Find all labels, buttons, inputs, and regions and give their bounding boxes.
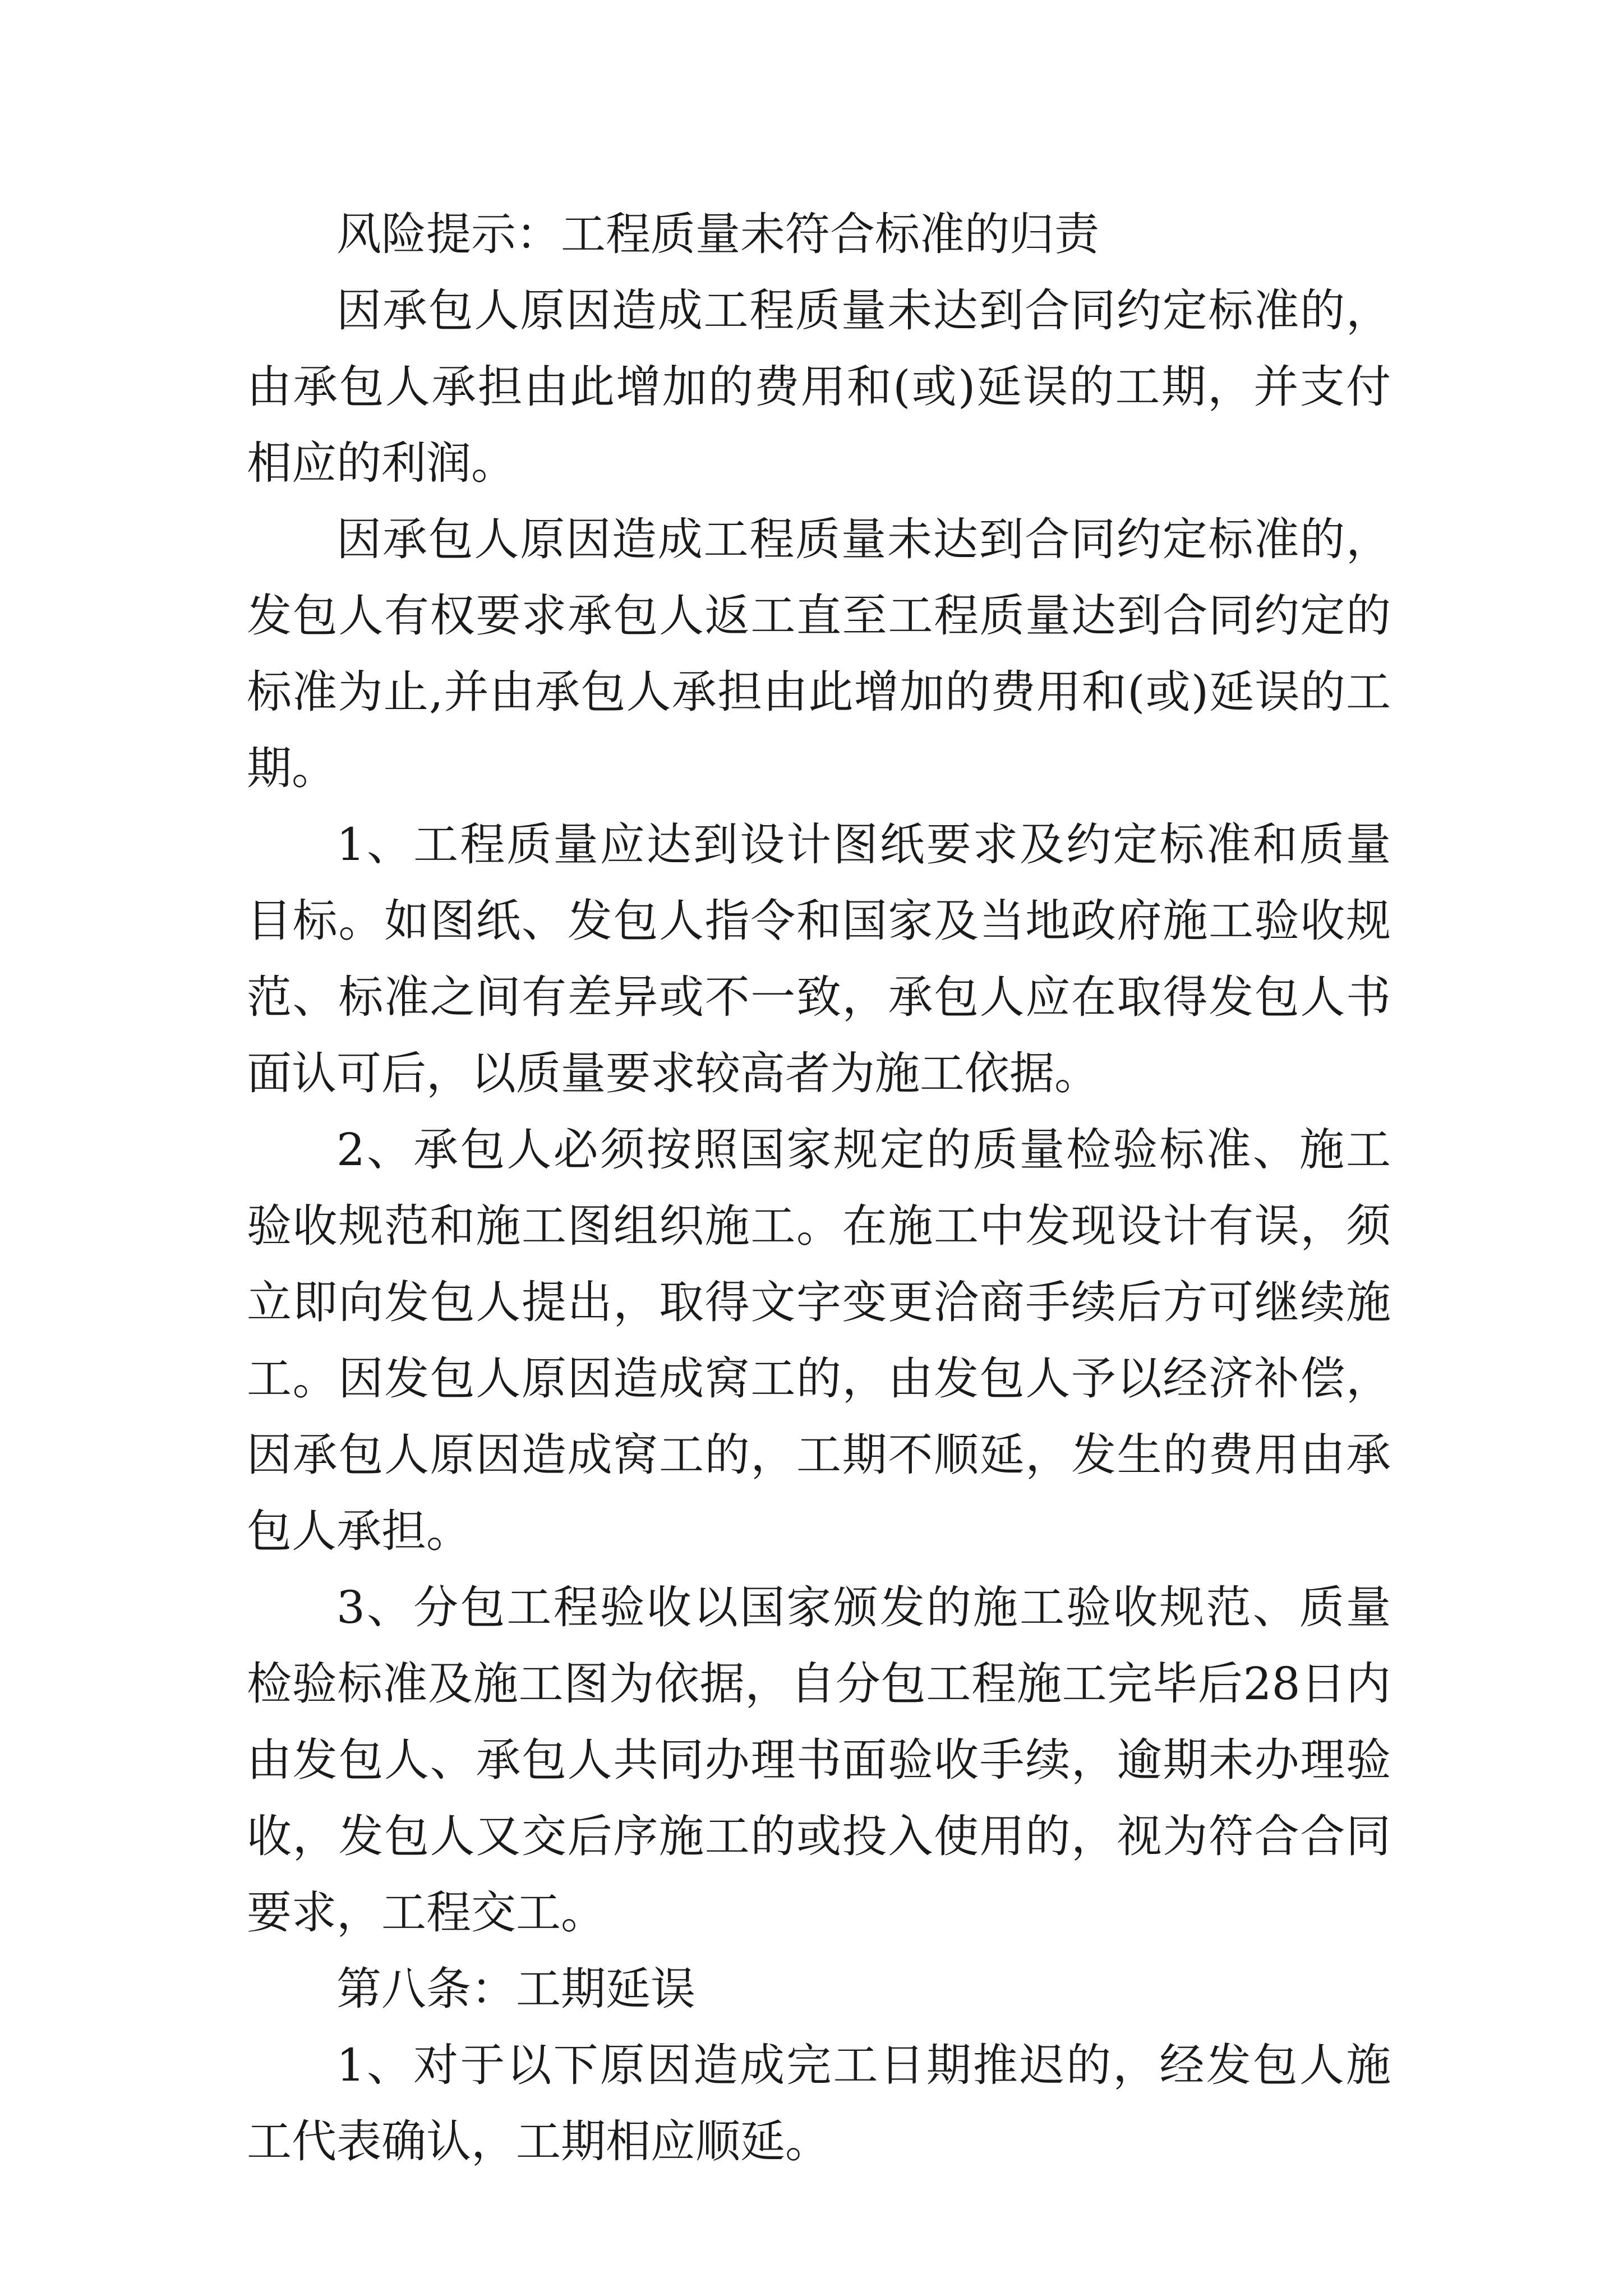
- clause-item-3: 3、分包工程验收以国家颁发的施工验收规范、质量检验标准及施工图为依据，自分包工程施工完毕后28日内由发包人、承包人共同办理书面验收手续，逾期未办理验收，发包人又交后序施工的或投入使用的，视为符合合同要求，工程交工。: [247, 1581, 1391, 1939]
- clause-item-1: 1、工程质量应达到设计图纸要求及约定标准和质量目标。如图纸、发包人指令和国家及当地政府施工验收规范、标准之间有差异或不一致，承包人应在取得发包人书面认可后，以质量要求较高者为施工依据。: [247, 818, 1391, 1099]
- paragraph-contractor-liability-profit: 因承包人原因造成工程质量未达到合同约定标准的，由承包人承担由此增加的费用和(或)延误的工期，并支付相应的利润。: [247, 284, 1391, 489]
- article-8-item-1: 1、对于以下原因造成完工日期推迟的，经发包人施工代表确认，工期相应顺延。: [247, 2039, 1391, 2168]
- article-8-heading: 第八条：工期延误: [336, 1963, 695, 2015]
- risk-notice-heading: 风险提示：工程质量未符合标准的归责: [336, 208, 1099, 260]
- clause-item-2: 2、承包人必须按照国家规定的质量检验标准、施工验收规范和施工图组织施工。在施工中发现设计有误，须立即向发包人提出，取得文字变更洽商手续后方可继续施工。因发包人原因造成窝工的，由发包人予以经济补偿，因承包人原因造成窝工的，工期不顺延，发生的费用由承包人承担。: [247, 1124, 1391, 1557]
- paragraph-contractor-rework: 因承包人原因造成工程质量未达到合同约定标准的，发包人有权要求承包人返工直至工程质量达到合同约定的标准为止,并由承包人承担由此增加的费用和(或)延误的工期。: [247, 513, 1391, 794]
- document-body: [247, 196, 1391, 2180]
